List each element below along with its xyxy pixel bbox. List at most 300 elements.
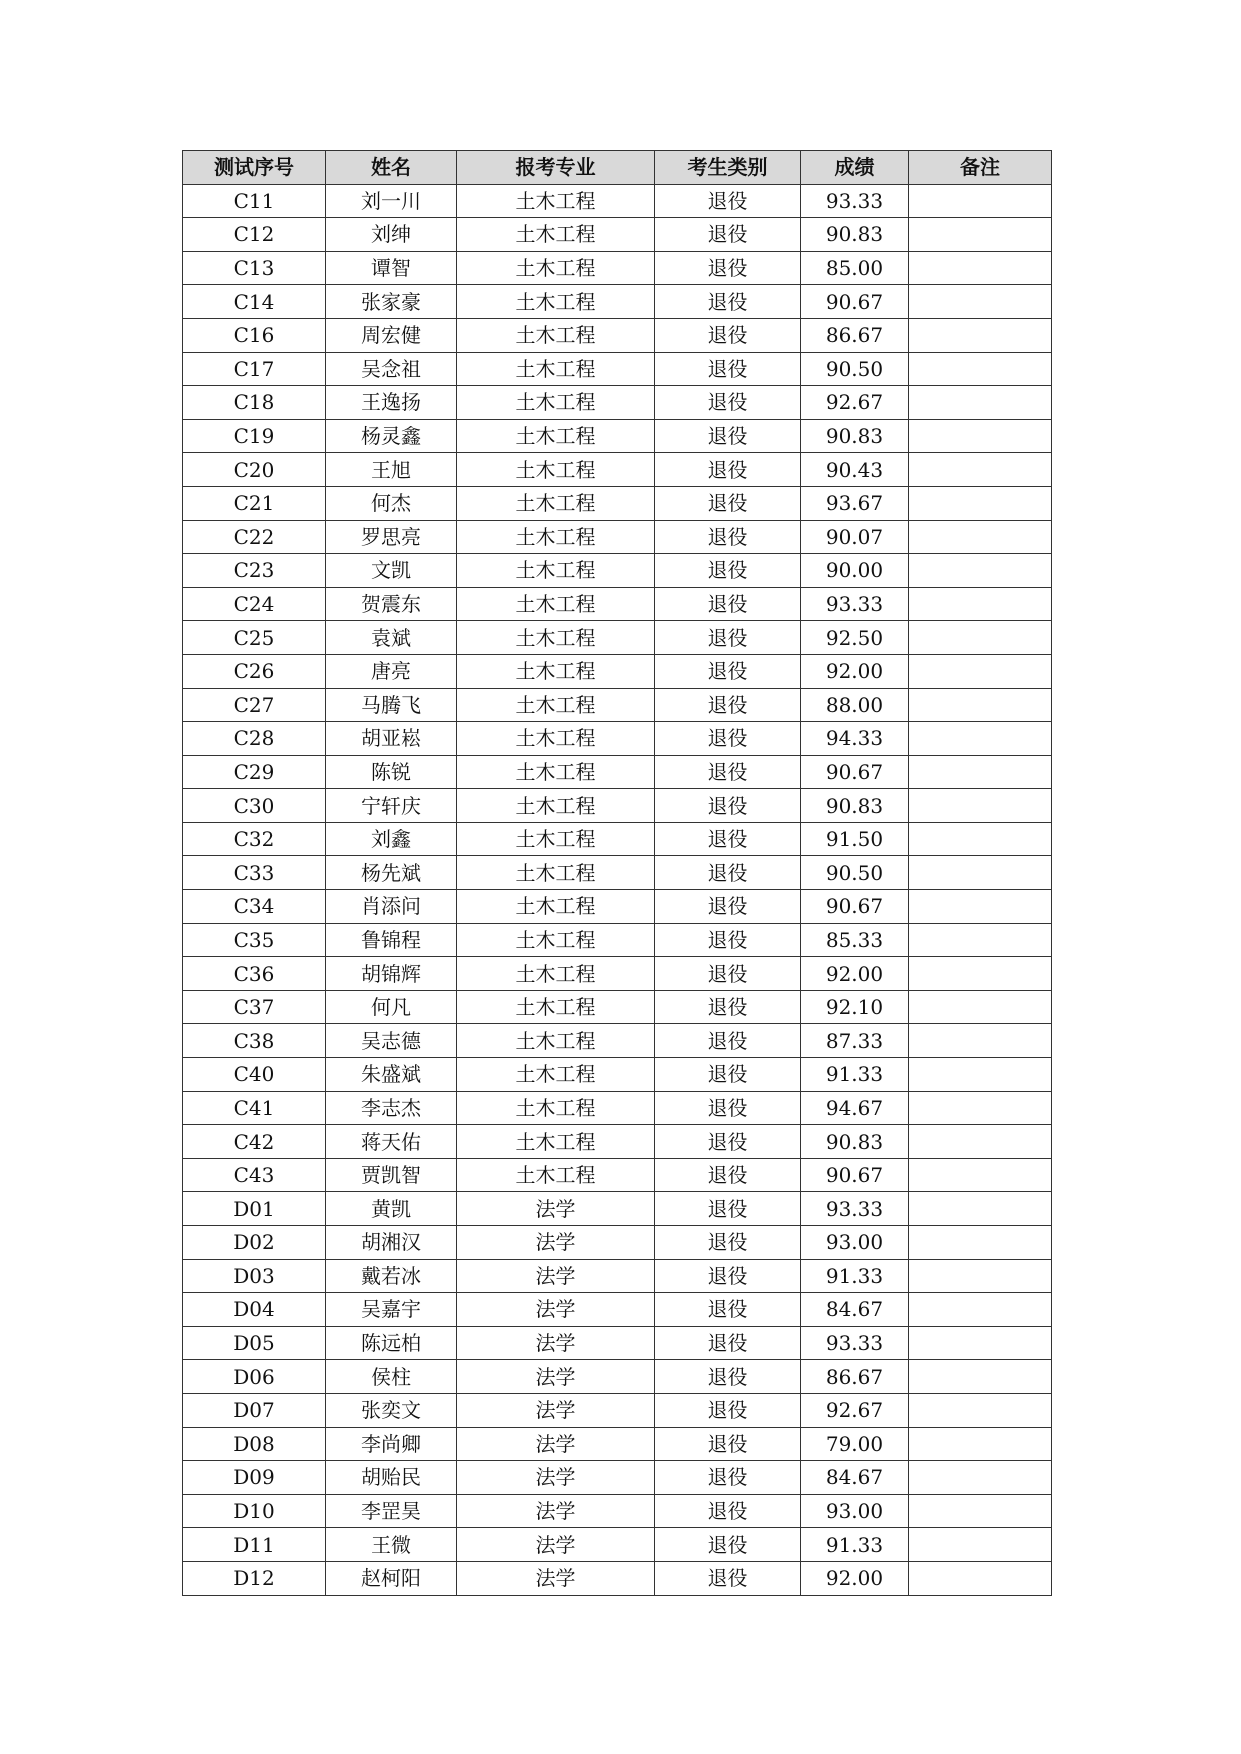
cell-remarks	[909, 654, 1052, 688]
cell-remarks	[909, 251, 1052, 285]
cell-major: 土木工程	[457, 184, 655, 218]
cell-remarks	[909, 755, 1052, 789]
cell-major: 土木工程	[457, 1125, 655, 1159]
cell-test-number: C19	[183, 419, 326, 453]
cell-category: 退役	[655, 1528, 801, 1562]
cell-remarks	[909, 1461, 1052, 1495]
cell-major: 土木工程	[457, 1058, 655, 1092]
cell-major: 法学	[457, 1461, 655, 1495]
cell-score: 92.10	[801, 990, 909, 1024]
cell-remarks	[909, 722, 1052, 756]
cell-score: 87.33	[801, 1024, 909, 1058]
cell-category: 退役	[655, 1192, 801, 1226]
table-row	[183, 654, 1052, 688]
cell-major: 土木工程	[457, 1024, 655, 1058]
cell-test-number: D01	[183, 1192, 326, 1226]
table-row	[183, 1393, 1052, 1427]
cell-score: 91.33	[801, 1058, 909, 1092]
cell-test-number: C29	[183, 755, 326, 789]
cell-name: 王逸扬	[326, 386, 457, 420]
table-row	[183, 1427, 1052, 1461]
cell-test-number: C27	[183, 688, 326, 722]
cell-name: 吴志德	[326, 1024, 457, 1058]
table-row	[183, 1192, 1052, 1226]
cell-test-number: C21	[183, 486, 326, 520]
cell-category: 退役	[655, 1393, 801, 1427]
cell-test-number: D10	[183, 1494, 326, 1528]
cell-category: 退役	[655, 1058, 801, 1092]
cell-major: 土木工程	[457, 957, 655, 991]
table-row	[183, 184, 1052, 218]
cell-remarks	[909, 352, 1052, 386]
cell-major: 土木工程	[457, 318, 655, 352]
cell-category: 退役	[655, 352, 801, 386]
cell-category: 退役	[655, 1091, 801, 1125]
cell-name: 戴若冰	[326, 1259, 457, 1293]
cell-remarks	[909, 1427, 1052, 1461]
cell-major: 土木工程	[457, 251, 655, 285]
cell-score: 93.67	[801, 486, 909, 520]
cell-test-number: D08	[183, 1427, 326, 1461]
cell-category: 退役	[655, 722, 801, 756]
cell-major: 土木工程	[457, 486, 655, 520]
cell-category: 退役	[655, 1125, 801, 1159]
cell-major: 土木工程	[457, 419, 655, 453]
cell-test-number: C42	[183, 1125, 326, 1159]
cell-remarks	[909, 688, 1052, 722]
cell-score: 91.33	[801, 1259, 909, 1293]
cell-score: 84.67	[801, 1293, 909, 1327]
cell-score: 92.67	[801, 1393, 909, 1427]
table-row	[183, 1259, 1052, 1293]
cell-name: 侯柱	[326, 1360, 457, 1394]
table-row	[183, 218, 1052, 252]
cell-name: 何凡	[326, 990, 457, 1024]
table-row	[183, 453, 1052, 487]
cell-test-number: C28	[183, 722, 326, 756]
cell-major: 土木工程	[457, 621, 655, 655]
cell-major: 土木工程	[457, 990, 655, 1024]
table-row	[183, 1326, 1052, 1360]
table-row	[183, 486, 1052, 520]
cell-major: 土木工程	[457, 856, 655, 890]
cell-major: 法学	[457, 1226, 655, 1260]
cell-name: 胡湘汉	[326, 1226, 457, 1260]
cell-test-number: C20	[183, 453, 326, 487]
cell-remarks	[909, 386, 1052, 420]
cell-test-number: C37	[183, 990, 326, 1024]
cell-score: 90.50	[801, 352, 909, 386]
score-table	[182, 150, 1052, 1596]
cell-score: 93.00	[801, 1226, 909, 1260]
cell-major: 法学	[457, 1561, 655, 1595]
cell-remarks	[909, 856, 1052, 890]
cell-test-number: C12	[183, 218, 326, 252]
cell-score: 93.00	[801, 1494, 909, 1528]
cell-remarks	[909, 318, 1052, 352]
table-row	[183, 1293, 1052, 1327]
cell-score: 85.33	[801, 923, 909, 957]
table-row	[183, 554, 1052, 588]
cell-score: 90.67	[801, 285, 909, 319]
cell-remarks	[909, 486, 1052, 520]
table-row	[183, 318, 1052, 352]
cell-remarks	[909, 587, 1052, 621]
cell-remarks	[909, 184, 1052, 218]
cell-category: 退役	[655, 1561, 801, 1595]
cell-score: 91.33	[801, 1528, 909, 1562]
cell-name: 张家豪	[326, 285, 457, 319]
table-row	[183, 621, 1052, 655]
cell-remarks	[909, 285, 1052, 319]
cell-name: 吴嘉宇	[326, 1293, 457, 1327]
cell-category: 退役	[655, 1427, 801, 1461]
header-major: 报考专业	[457, 151, 655, 185]
cell-score: 91.50	[801, 822, 909, 856]
cell-category: 退役	[655, 1326, 801, 1360]
table-row	[183, 1494, 1052, 1528]
table-row	[183, 520, 1052, 554]
cell-major: 法学	[457, 1326, 655, 1360]
cell-score: 90.00	[801, 554, 909, 588]
table-row	[183, 722, 1052, 756]
table-row	[183, 890, 1052, 924]
cell-score: 92.67	[801, 386, 909, 420]
cell-score: 94.33	[801, 722, 909, 756]
cell-major: 法学	[457, 1494, 655, 1528]
cell-major: 土木工程	[457, 1091, 655, 1125]
cell-remarks	[909, 1158, 1052, 1192]
cell-remarks	[909, 520, 1052, 554]
cell-remarks	[909, 1259, 1052, 1293]
table-row	[183, 1461, 1052, 1495]
cell-name: 罗思亮	[326, 520, 457, 554]
cell-category: 退役	[655, 654, 801, 688]
cell-major: 法学	[457, 1393, 655, 1427]
cell-name: 胡亚崧	[326, 722, 457, 756]
cell-major: 土木工程	[457, 688, 655, 722]
table-row	[183, 251, 1052, 285]
cell-major: 法学	[457, 1528, 655, 1562]
cell-major: 土木工程	[457, 386, 655, 420]
cell-name: 刘鑫	[326, 822, 457, 856]
cell-test-number: C18	[183, 386, 326, 420]
cell-category: 退役	[655, 789, 801, 823]
cell-test-number: D07	[183, 1393, 326, 1427]
cell-score: 86.67	[801, 1360, 909, 1394]
cell-category: 退役	[655, 1494, 801, 1528]
cell-score: 93.33	[801, 184, 909, 218]
cell-name: 李志杰	[326, 1091, 457, 1125]
cell-remarks	[909, 1091, 1052, 1125]
cell-test-number: C13	[183, 251, 326, 285]
table-row	[183, 1058, 1052, 1092]
cell-major: 土木工程	[457, 554, 655, 588]
cell-name: 周宏健	[326, 318, 457, 352]
cell-category: 退役	[655, 621, 801, 655]
cell-category: 退役	[655, 184, 801, 218]
cell-score: 93.33	[801, 587, 909, 621]
cell-remarks	[909, 923, 1052, 957]
cell-score: 90.83	[801, 218, 909, 252]
cell-major: 法学	[457, 1293, 655, 1327]
cell-score: 93.33	[801, 1326, 909, 1360]
table-row	[183, 789, 1052, 823]
cell-test-number: D02	[183, 1226, 326, 1260]
cell-name: 唐亮	[326, 654, 457, 688]
cell-remarks	[909, 453, 1052, 487]
cell-name: 马腾飞	[326, 688, 457, 722]
cell-test-number: C22	[183, 520, 326, 554]
table-row	[183, 1360, 1052, 1394]
cell-name: 胡贻民	[326, 1461, 457, 1495]
cell-major: 土木工程	[457, 755, 655, 789]
cell-category: 退役	[655, 957, 801, 991]
cell-test-number: C30	[183, 789, 326, 823]
cell-remarks	[909, 1226, 1052, 1260]
cell-name: 蒋天佑	[326, 1125, 457, 1159]
cell-score: 93.33	[801, 1192, 909, 1226]
cell-category: 退役	[655, 1226, 801, 1260]
cell-name: 杨先斌	[326, 856, 457, 890]
cell-test-number: C23	[183, 554, 326, 588]
cell-major: 土木工程	[457, 923, 655, 957]
table-row	[183, 990, 1052, 1024]
table-row	[183, 352, 1052, 386]
cell-name: 吴念祖	[326, 352, 457, 386]
cell-test-number: D04	[183, 1293, 326, 1327]
cell-major: 土木工程	[457, 789, 655, 823]
cell-score: 84.67	[801, 1461, 909, 1495]
table-row	[183, 957, 1052, 991]
cell-major: 土木工程	[457, 453, 655, 487]
cell-remarks	[909, 1360, 1052, 1394]
cell-name: 王旭	[326, 453, 457, 487]
cell-test-number: D09	[183, 1461, 326, 1495]
header-row	[183, 151, 1052, 185]
cell-category: 退役	[655, 453, 801, 487]
cell-score: 90.83	[801, 1125, 909, 1159]
cell-score: 92.00	[801, 1561, 909, 1595]
cell-category: 退役	[655, 1461, 801, 1495]
table-row	[183, 386, 1052, 420]
table-row	[183, 1561, 1052, 1595]
table-row	[183, 1091, 1052, 1125]
cell-category: 退役	[655, 755, 801, 789]
table-row	[183, 1024, 1052, 1058]
cell-name: 谭智	[326, 251, 457, 285]
cell-score: 90.83	[801, 789, 909, 823]
cell-score: 90.07	[801, 520, 909, 554]
cell-category: 退役	[655, 318, 801, 352]
cell-major: 土木工程	[457, 285, 655, 319]
cell-category: 退役	[655, 251, 801, 285]
cell-test-number: D03	[183, 1259, 326, 1293]
cell-major: 土木工程	[457, 654, 655, 688]
cell-name: 肖添问	[326, 890, 457, 924]
cell-score: 90.83	[801, 419, 909, 453]
cell-score: 92.50	[801, 621, 909, 655]
header-test-number: 测试序号	[183, 151, 326, 185]
cell-category: 退役	[655, 520, 801, 554]
cell-test-number: C17	[183, 352, 326, 386]
table-row	[183, 822, 1052, 856]
cell-remarks	[909, 1024, 1052, 1058]
cell-name: 何杰	[326, 486, 457, 520]
cell-name: 朱盛斌	[326, 1058, 457, 1092]
cell-score: 92.00	[801, 957, 909, 991]
table-row	[183, 923, 1052, 957]
cell-category: 退役	[655, 822, 801, 856]
cell-remarks	[909, 957, 1052, 991]
cell-remarks	[909, 822, 1052, 856]
cell-score: 88.00	[801, 688, 909, 722]
cell-test-number: C34	[183, 890, 326, 924]
cell-category: 退役	[655, 1158, 801, 1192]
cell-test-number: C41	[183, 1091, 326, 1125]
table-row	[183, 755, 1052, 789]
cell-test-number: D05	[183, 1326, 326, 1360]
cell-score: 79.00	[801, 1427, 909, 1461]
cell-category: 退役	[655, 587, 801, 621]
cell-category: 退役	[655, 1293, 801, 1327]
cell-remarks	[909, 990, 1052, 1024]
header-category: 考生类别	[655, 151, 801, 185]
cell-remarks	[909, 1561, 1052, 1595]
cell-score: 90.50	[801, 856, 909, 890]
cell-major: 土木工程	[457, 722, 655, 756]
cell-test-number: C16	[183, 318, 326, 352]
cell-name: 文凯	[326, 554, 457, 588]
cell-remarks	[909, 1293, 1052, 1327]
cell-name: 陈锐	[326, 755, 457, 789]
cell-name: 陈远柏	[326, 1326, 457, 1360]
cell-score: 90.67	[801, 1158, 909, 1192]
cell-remarks	[909, 621, 1052, 655]
cell-score: 85.00	[801, 251, 909, 285]
cell-remarks	[909, 789, 1052, 823]
cell-remarks	[909, 1528, 1052, 1562]
cell-major: 土木工程	[457, 352, 655, 386]
cell-remarks	[909, 554, 1052, 588]
header-score: 成绩	[801, 151, 909, 185]
cell-category: 退役	[655, 285, 801, 319]
cell-test-number: C32	[183, 822, 326, 856]
cell-category: 退役	[655, 923, 801, 957]
cell-remarks	[909, 1125, 1052, 1159]
cell-test-number: C40	[183, 1058, 326, 1092]
cell-category: 退役	[655, 554, 801, 588]
header-name: 姓名	[326, 151, 457, 185]
cell-remarks	[909, 1326, 1052, 1360]
cell-score: 92.00	[801, 654, 909, 688]
cell-remarks	[909, 890, 1052, 924]
cell-major: 法学	[457, 1192, 655, 1226]
cell-test-number: C14	[183, 285, 326, 319]
header-remarks: 备注	[909, 151, 1052, 185]
cell-score: 86.67	[801, 318, 909, 352]
cell-test-number: C36	[183, 957, 326, 991]
cell-major: 法学	[457, 1360, 655, 1394]
cell-name: 宁轩庆	[326, 789, 457, 823]
cell-category: 退役	[655, 386, 801, 420]
cell-major: 法学	[457, 1259, 655, 1293]
cell-test-number: C43	[183, 1158, 326, 1192]
table-row	[183, 285, 1052, 319]
cell-category: 退役	[655, 856, 801, 890]
cell-category: 退役	[655, 218, 801, 252]
cell-category: 退役	[655, 1024, 801, 1058]
cell-remarks	[909, 419, 1052, 453]
cell-category: 退役	[655, 990, 801, 1024]
cell-name: 贾凯智	[326, 1158, 457, 1192]
cell-name: 赵柯阳	[326, 1561, 457, 1595]
cell-test-number: D06	[183, 1360, 326, 1394]
cell-test-number: C11	[183, 184, 326, 218]
cell-name: 张奕文	[326, 1393, 457, 1427]
table-row	[183, 419, 1052, 453]
cell-score: 90.67	[801, 755, 909, 789]
cell-name: 鲁锦程	[326, 923, 457, 957]
cell-name: 李罡昊	[326, 1494, 457, 1528]
table-row	[183, 856, 1052, 890]
cell-test-number: C26	[183, 654, 326, 688]
cell-test-number: D12	[183, 1561, 326, 1595]
cell-major: 土木工程	[457, 822, 655, 856]
cell-test-number: C24	[183, 587, 326, 621]
cell-remarks	[909, 218, 1052, 252]
cell-name: 杨灵鑫	[326, 419, 457, 453]
cell-remarks	[909, 1393, 1052, 1427]
table-row	[183, 1528, 1052, 1562]
cell-name: 刘一川	[326, 184, 457, 218]
cell-name: 袁斌	[326, 621, 457, 655]
cell-name: 胡锦辉	[326, 957, 457, 991]
cell-remarks	[909, 1058, 1052, 1092]
cell-category: 退役	[655, 419, 801, 453]
table-row	[183, 1125, 1052, 1159]
cell-name: 王微	[326, 1528, 457, 1562]
cell-category: 退役	[655, 890, 801, 924]
cell-test-number: D11	[183, 1528, 326, 1562]
cell-category: 退役	[655, 1259, 801, 1293]
cell-test-number: C25	[183, 621, 326, 655]
cell-major: 土木工程	[457, 890, 655, 924]
cell-score: 90.43	[801, 453, 909, 487]
cell-name: 李尚卿	[326, 1427, 457, 1461]
cell-major: 土木工程	[457, 1158, 655, 1192]
cell-score: 90.67	[801, 890, 909, 924]
cell-remarks	[909, 1192, 1052, 1226]
cell-major: 法学	[457, 1427, 655, 1461]
table-row	[183, 1158, 1052, 1192]
cell-remarks	[909, 1494, 1052, 1528]
cell-test-number: C33	[183, 856, 326, 890]
table-row	[183, 1226, 1052, 1260]
cell-test-number: C35	[183, 923, 326, 957]
cell-test-number: C38	[183, 1024, 326, 1058]
cell-category: 退役	[655, 688, 801, 722]
cell-category: 退役	[655, 1360, 801, 1394]
cell-major: 土木工程	[457, 218, 655, 252]
cell-major: 土木工程	[457, 520, 655, 554]
table-row	[183, 688, 1052, 722]
cell-name: 黄凯	[326, 1192, 457, 1226]
table-row	[183, 587, 1052, 621]
cell-major: 土木工程	[457, 587, 655, 621]
cell-name: 刘绅	[326, 218, 457, 252]
cell-name: 贺震东	[326, 587, 457, 621]
